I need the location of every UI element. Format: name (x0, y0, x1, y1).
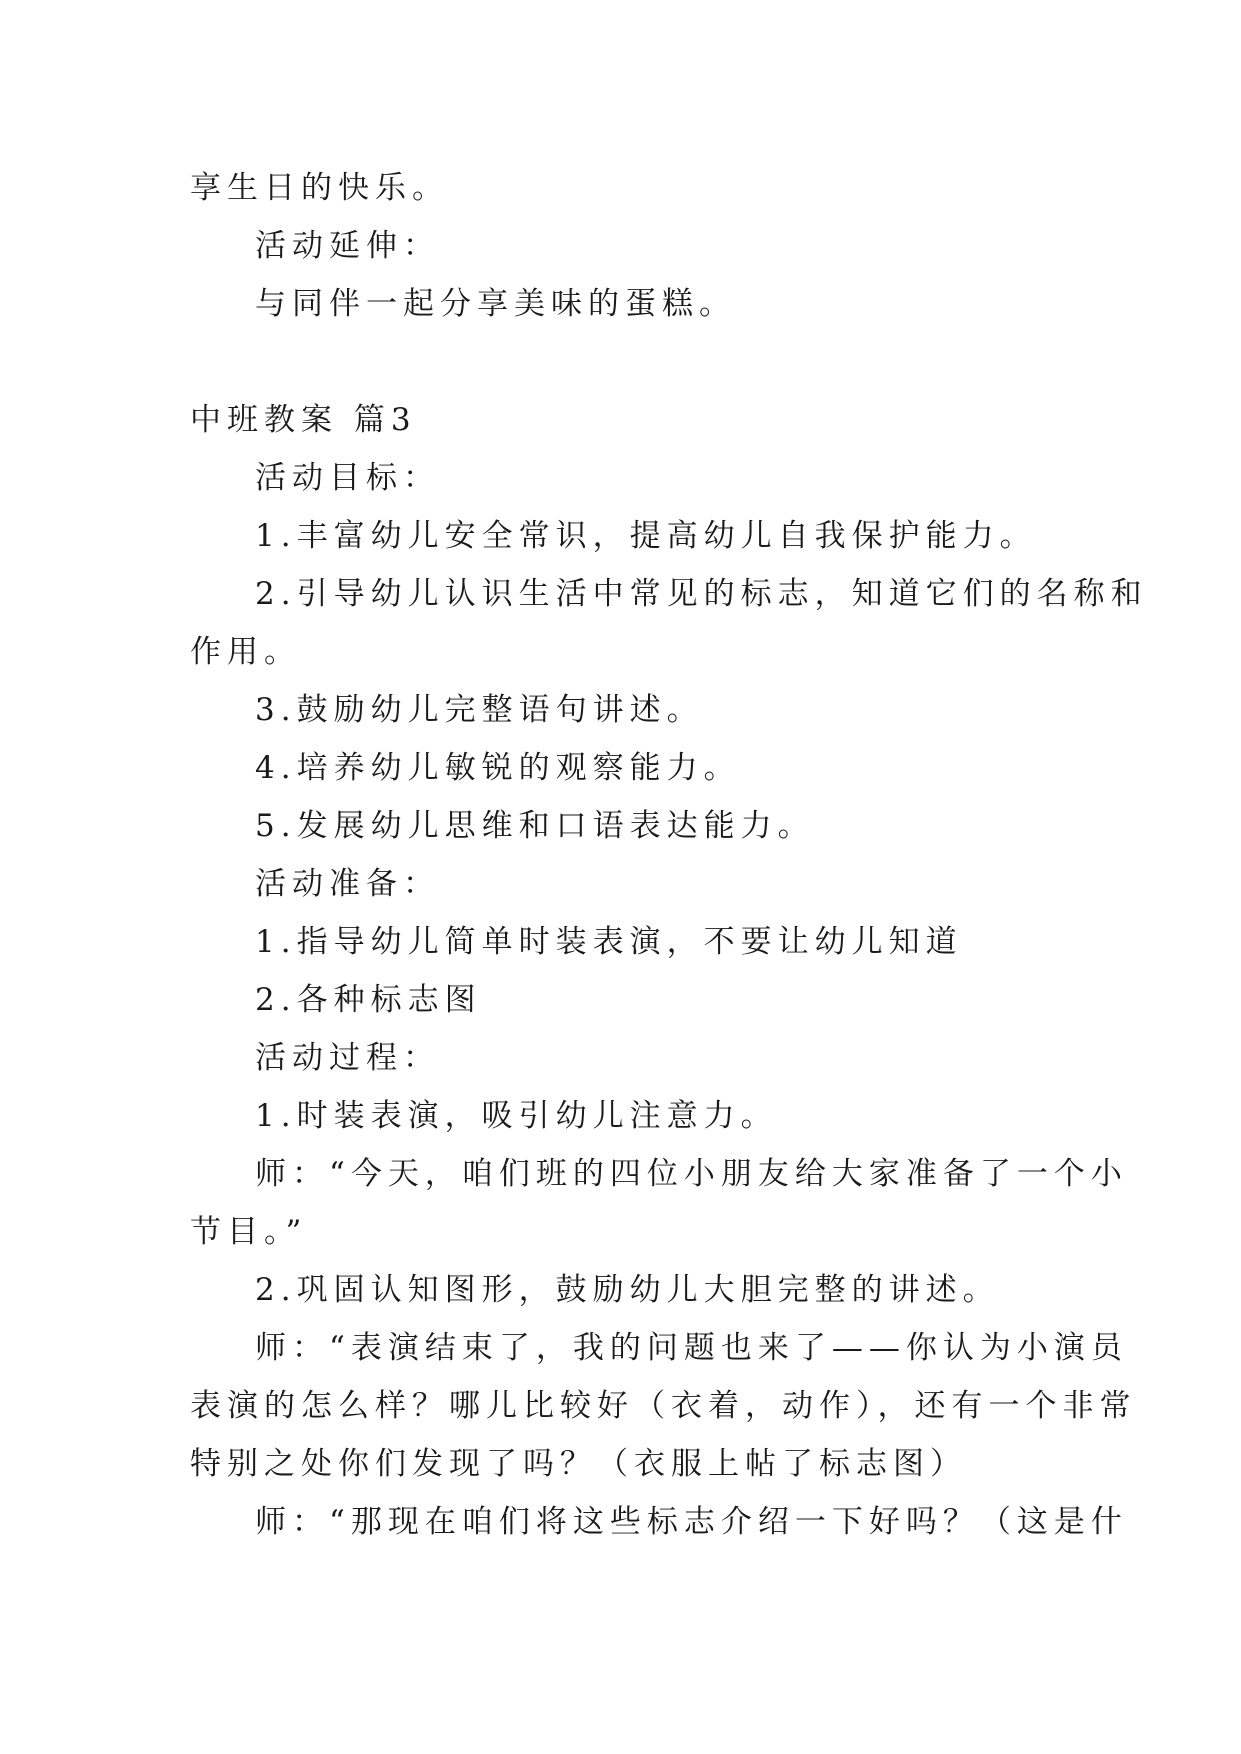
list-item-continuation: 作用。 (190, 634, 301, 670)
list-item: 2.巩固认知图形，鼓励幼儿大胆完整的讲述。 (255, 1272, 1000, 1308)
list-item: 4.培养幼儿敏锐的观察能力。 (255, 750, 741, 786)
section-heading: 活动过程： (255, 1040, 440, 1076)
section-heading: 活动延伸： (255, 228, 440, 264)
list-item: 1.丰富幼儿安全常识，提高幼儿自我保护能力。 (255, 518, 1037, 554)
section-heading: 活动准备： (255, 866, 440, 902)
list-item: 5.发展幼儿思维和口语表达能力。 (255, 808, 815, 844)
paragraph-line: 与同伴一起分享美味的蛋糕。 (255, 286, 736, 322)
list-item: 3.鼓励幼儿完整语句讲述。 (255, 692, 704, 728)
lesson-title: 中班教案 篇3 (190, 402, 417, 438)
paragraph-line: 享生日的快乐。 (190, 170, 449, 206)
list-item: 1.指导幼儿简单时装表演，不要让幼儿知道 (255, 924, 963, 960)
list-item: 2.各种标志图 (255, 982, 482, 1018)
dialogue-continuation: 节目。” (190, 1214, 308, 1250)
dialogue-line: 师：“表演结束了，我的问题也来了——你认为小演员 (255, 1330, 1128, 1366)
dialogue-line: 师：“那现在咱们将这些标志介绍一下好吗？（这是什 (255, 1504, 1128, 1540)
dialogue-continuation: 特别之处你们发现了吗？（衣服上帖了标志图） (190, 1446, 967, 1482)
list-item: 1.时装表演，吸引幼儿注意力。 (255, 1098, 778, 1134)
section-heading: 活动目标： (255, 460, 440, 496)
dialogue-line: 师：“今天，咱们班的四位小朋友给大家准备了一个小 (255, 1156, 1128, 1192)
dialogue-continuation: 表演的怎么样？哪儿比较好（衣着，动作），还有一个非常 (190, 1388, 1137, 1424)
list-item: 2.引导幼儿认识生活中常见的标志，知道它们的名称和 (255, 576, 1148, 612)
